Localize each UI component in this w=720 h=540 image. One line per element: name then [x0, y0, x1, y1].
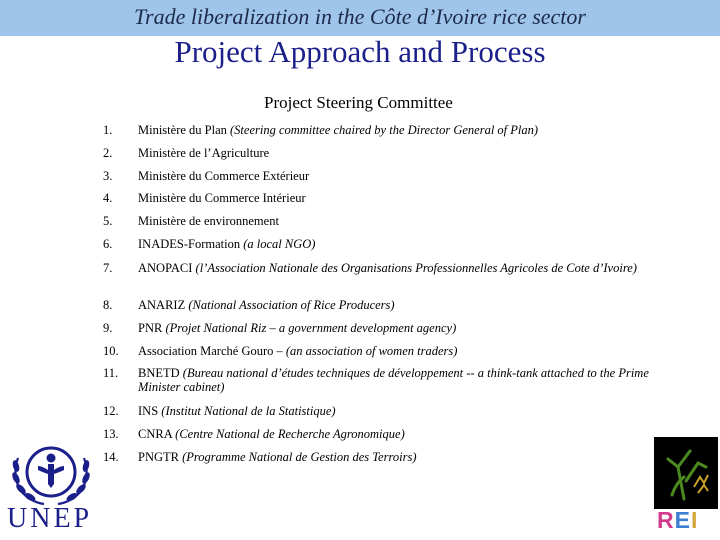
plant-icon: [654, 437, 718, 509]
item-number: 9.: [103, 321, 113, 335]
item-name: Ministère de environnement: [138, 214, 279, 228]
item-text: [138, 344, 663, 358]
item-number: 3.: [103, 169, 113, 183]
item-desc: (a local NGO): [243, 237, 316, 251]
item-number: 14.: [103, 450, 119, 464]
item-number: 10.: [103, 344, 119, 358]
item-desc: (Institut National de la Statistique): [161, 404, 336, 418]
rei-letter: E: [674, 507, 691, 533]
item-name: INADES-Formation: [138, 237, 241, 251]
item-text: [138, 427, 663, 441]
item-text: [138, 450, 663, 464]
item-number: 7.: [103, 261, 113, 275]
item-text: [138, 123, 663, 137]
rei-logo: [654, 437, 718, 509]
item-text: [138, 366, 663, 394]
item-text: [138, 298, 663, 312]
item-name: ANOPACI: [138, 261, 193, 275]
item-name: PNR: [138, 321, 163, 335]
header-title: Trade liberalization in the Côte d’Ivoire rice sector: [134, 4, 586, 29]
item-text: [138, 191, 663, 205]
item-desc: (Programme National de Gestion des Terroirs): [182, 450, 417, 464]
rei-logo-text: [657, 507, 698, 534]
item-name: ANARIZ: [138, 298, 186, 312]
item-name: PNGTR: [138, 450, 179, 464]
item-text: [138, 169, 663, 183]
item-name: Ministère du Plan: [138, 123, 227, 137]
item-number: 2.: [103, 146, 113, 160]
item-text: [138, 146, 663, 160]
item-text: [138, 321, 663, 335]
item-number: 1.: [103, 123, 113, 137]
item-text: [138, 404, 663, 418]
slide-title: Project Approach and Process: [174, 34, 546, 69]
item-desc: (Steering committee chaired by the Director General of Plan): [230, 123, 539, 137]
item-number: 6.: [103, 237, 113, 251]
item-text: [138, 261, 663, 275]
item-number: 12.: [103, 404, 119, 418]
item-desc: (l’Association Nationale des Organisations Professionnelles Agricoles de Cote d’Ivoire): [195, 261, 637, 275]
item-name: BNETD: [138, 366, 180, 380]
item-number: 11.: [103, 366, 119, 380]
item-text: [138, 214, 663, 228]
item-desc: (Bureau national d’études techniques de développement -- a think-tank attached to the Prime Minister cabinet): [138, 366, 649, 394]
item-desc: (National Association of Rice Producers): [188, 298, 395, 312]
item-number: 13.: [103, 427, 119, 441]
section-title: Project Steering Committee: [264, 93, 453, 112]
rei-letter: I: [690, 507, 699, 533]
item-number: 5.: [103, 214, 113, 228]
item-desc: (Centre National de Recherche Agronomique): [175, 427, 405, 441]
item-desc: (Projet National Riz – a government development agency): [165, 321, 457, 335]
item-name: CNRA: [138, 427, 173, 441]
item-name: Ministère du Commerce Extérieur: [138, 169, 310, 183]
item-name: Ministère du Commerce Intérieur: [138, 191, 306, 205]
item-number: 4.: [103, 191, 113, 205]
item-name: INS: [138, 404, 159, 418]
item-number: 8.: [103, 298, 113, 312]
item-text: [138, 237, 663, 251]
item-desc: – (an association of women traders): [276, 344, 458, 358]
item-name: Ministère de l’Agriculture: [138, 146, 270, 160]
item-name: Association Marché Gouro: [138, 344, 274, 358]
rei-letter: R: [657, 507, 675, 533]
unep-logo-text: UNEP: [7, 503, 93, 534]
